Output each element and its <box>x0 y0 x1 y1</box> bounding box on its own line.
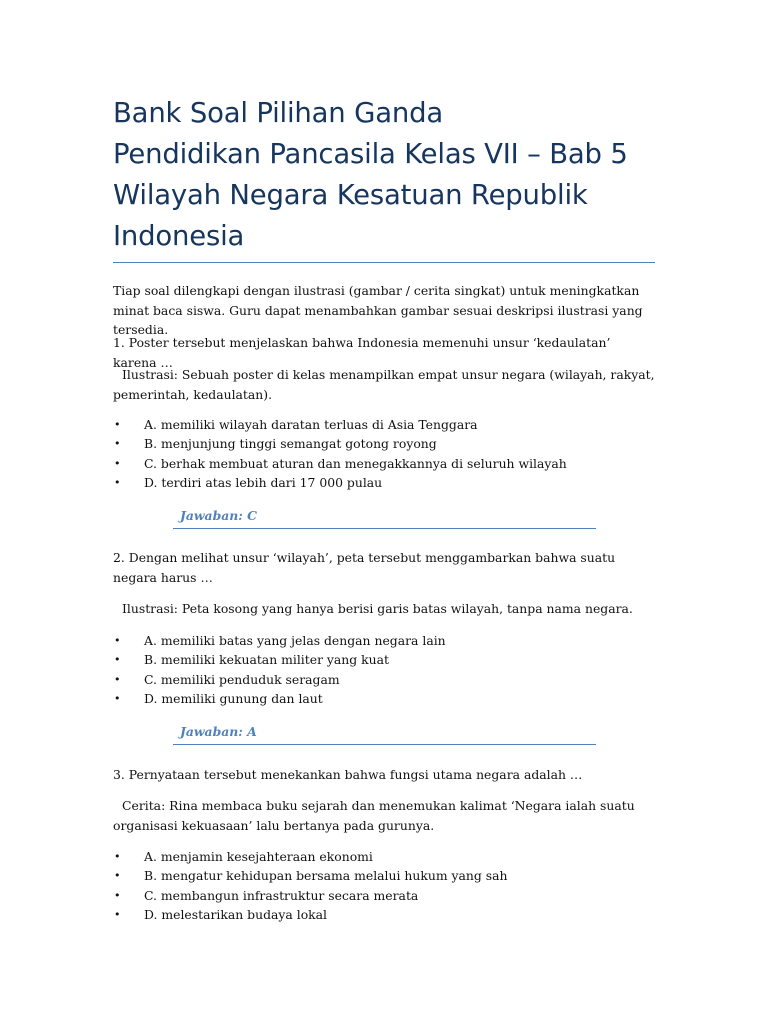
option-d <box>113 689 655 708</box>
bullet-icon: • <box>114 418 121 431</box>
option-b <box>113 650 655 669</box>
option-label: A. memiliki batas yang jelas dengan negara lain <box>144 633 446 648</box>
question-2-illustration: Ilustrasi: Peta kosong yang hanya berisi garis batas wilayah, tanpa nama negara. <box>122 601 633 616</box>
question-1-text: 1. Poster tersebut menjelaskan bahwa Indonesia memenuhi unsur ‘kedaulatan’ karena … <box>113 335 611 370</box>
option-b <box>113 434 655 453</box>
title-line-3: Wilayah Negara Kesatuan Republik <box>113 179 588 211</box>
bullet-icon: • <box>114 437 121 451</box>
question-3-illustration: Cerita: Rina membaca buku sejarah dan menemukan kalimat ‘Negara ialah suatu organisasi kekuasaan’ lalu bertanya pada gurunya. <box>113 798 635 833</box>
answer-label: Jawaban: C <box>180 508 258 523</box>
option-a <box>113 847 655 866</box>
option-label: A. menjamin kesejahteraan ekonomi <box>144 849 373 864</box>
bullet-icon: • <box>114 907 121 921</box>
option-c <box>113 886 655 905</box>
question-1-options <box>113 415 655 492</box>
option-a <box>113 631 655 650</box>
title-line-4: Indonesia <box>113 220 245 252</box>
option-label: B. memiliki kekuatan militer yang kuat <box>144 652 390 668</box>
option-label: A. memiliki wilayah daratan terluas di Asia Tenggara <box>144 417 478 432</box>
option-b <box>113 866 655 885</box>
intro-paragraph: Tiap soal dilengkapi dengan ilustrasi (gambar / cerita singkat) untuk meningkatkan minat baca siswa. Guru dapat menambahkan gambar sesuai deskripsi ilustrasi yang tersedia. <box>113 283 643 337</box>
option-label: D. melestarikan budaya lokal <box>144 906 328 922</box>
option-c <box>113 670 655 689</box>
bullet-icon: • <box>114 653 121 667</box>
bullet-icon: • <box>114 691 121 705</box>
option-label: C. memiliki penduduk seragam <box>144 671 340 687</box>
option-c <box>113 454 655 473</box>
bullet-icon: • <box>114 634 121 647</box>
bullet-icon: • <box>114 888 121 902</box>
option-label: D. terdiri atas lebih dari 17 000 pulau <box>144 474 383 490</box>
option-label: C. membangun infrastruktur secara merata <box>144 887 419 903</box>
title-divider <box>113 262 655 263</box>
option-d <box>113 473 655 492</box>
option-label: D. memiliki gunung dan laut <box>144 690 323 706</box>
option-label: B. menjunjung tinggi semangat gotong royong <box>144 436 437 452</box>
option-a <box>113 415 655 434</box>
question-1-illustration: Ilustrasi: Sebuah poster di kelas menampilkan empat unsur negara (wilayah, rakyat, pemerintah, kedaulatan). <box>113 367 655 402</box>
title-line-2: Pendidikan Pancasila Kelas VII – Bab 5 <box>113 138 628 170</box>
question-3-text: 3. Pernyataan tersebut menekankan bahwa fungsi utama negara adalah … <box>113 767 583 782</box>
question-2-options <box>113 631 655 708</box>
question-3-options <box>113 847 655 924</box>
bullet-icon: • <box>114 869 121 883</box>
title-line-1: Bank Soal Pilihan Ganda <box>113 97 443 129</box>
bullet-icon: • <box>114 850 121 863</box>
option-label: C. berhak membuat aturan dan menegakkannya di seluruh wilayah <box>144 455 567 471</box>
bullet-icon: • <box>114 456 121 470</box>
bullet-icon: • <box>114 475 121 489</box>
document-title <box>113 93 655 257</box>
answer-label: Jawaban: A <box>180 724 257 739</box>
question-2-answer <box>173 722 596 745</box>
option-label: B. mengatur kehidupan bersama melalui hukum yang sah <box>144 868 508 884</box>
question-1-answer <box>173 506 596 529</box>
option-d <box>113 905 655 924</box>
question-2-text: 2. Dengan melihat unsur ‘wilayah’, peta tersebut menggambarkan bahwa suatu negara harus … <box>113 550 616 585</box>
bullet-icon: • <box>114 672 121 686</box>
